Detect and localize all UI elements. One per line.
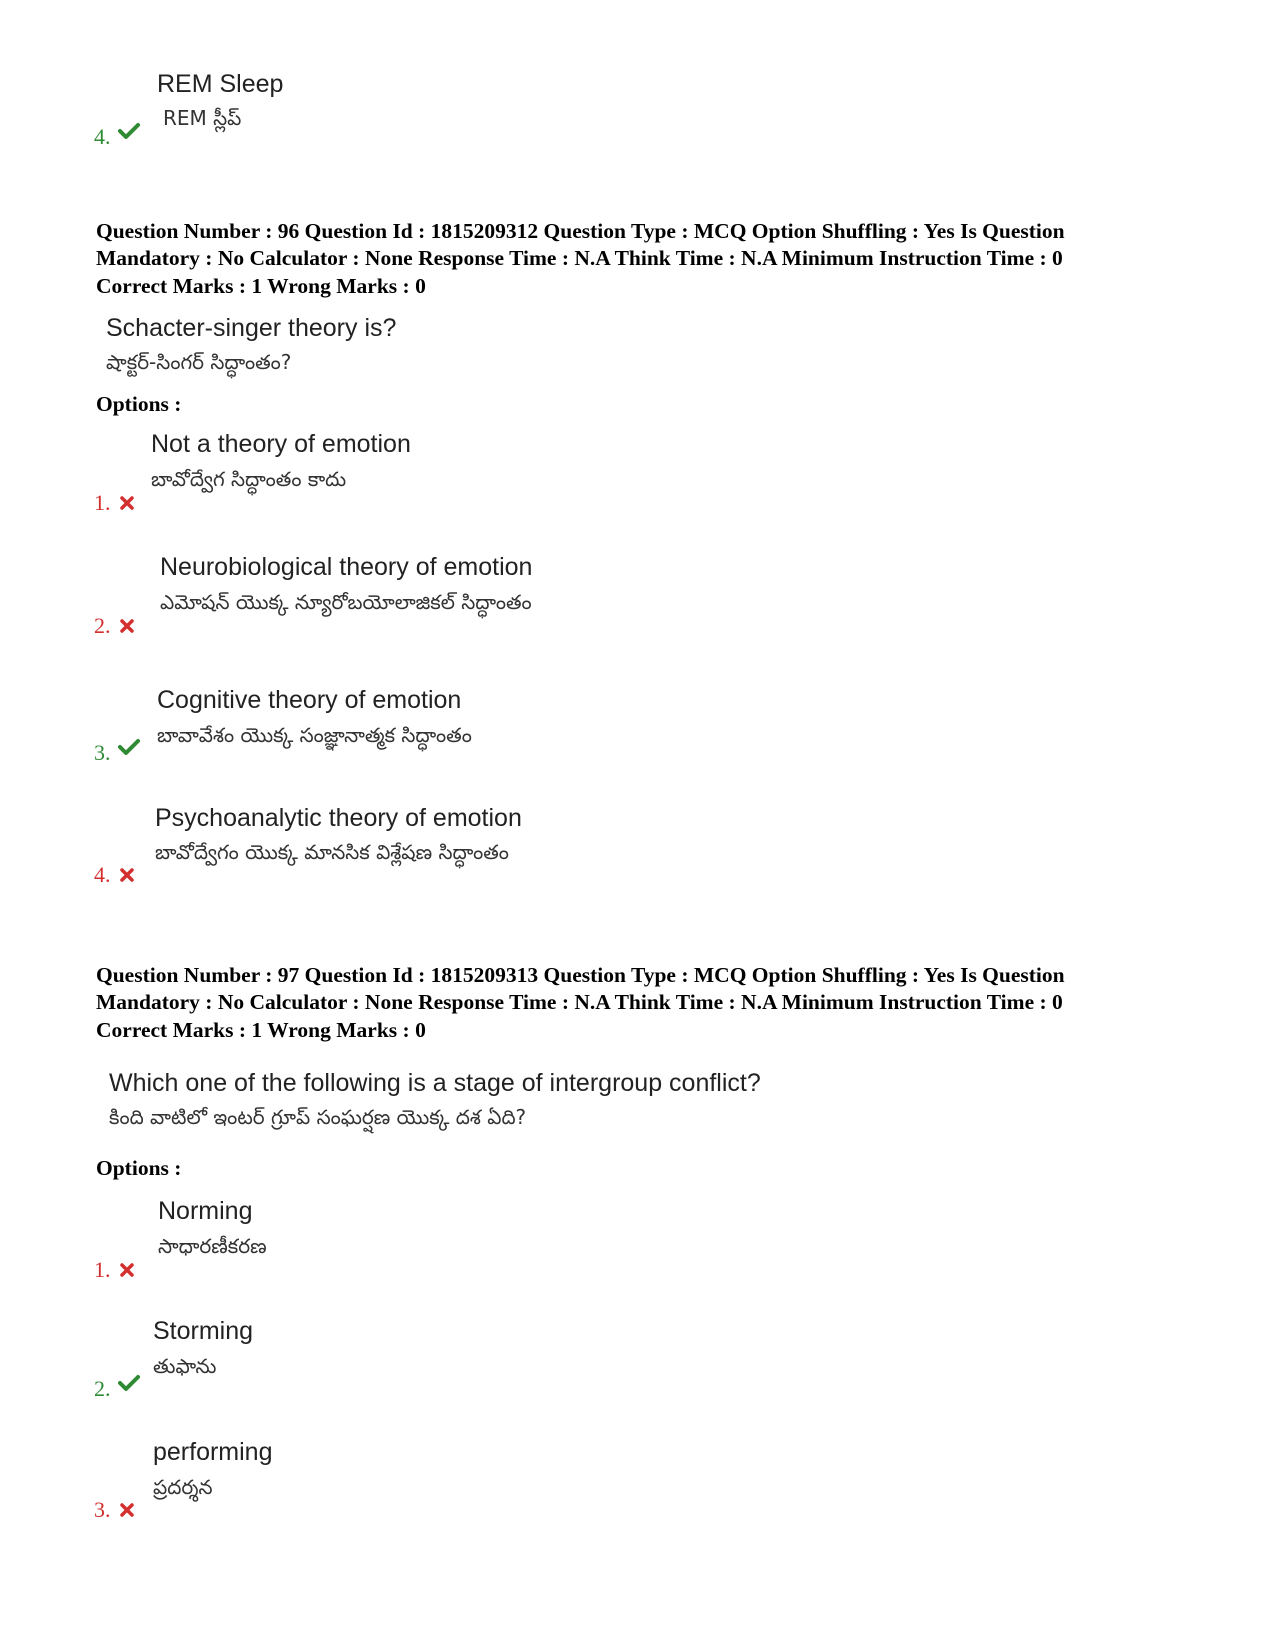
option-telugu-text: సాధారణీకరణ	[158, 1234, 267, 1258]
check-icon	[118, 738, 140, 756]
option-english-text: Norming	[158, 1197, 253, 1225]
option-english-text: Not a theory of emotion	[151, 430, 411, 458]
option-number: 4.	[94, 124, 111, 149]
option-number: 2.	[94, 1376, 111, 1401]
question-text-english: Schacter-singer theory is?	[106, 314, 397, 342]
option-telugu-text: ఎమోషన్ యొక్క న్యూరోబయోలాజికల్ సిద్ధాంతం	[160, 590, 532, 614]
cross-icon	[120, 1503, 134, 1517]
option-english-text: Neurobiological theory of emotion	[160, 553, 533, 581]
cross-icon	[120, 496, 134, 510]
cross-icon	[120, 619, 134, 633]
question-text-telugu: కింది వాటిలో ఇంటర్ గ్రూప్ సంఘర్షణ యొక్క దశ ఏది?	[109, 1105, 527, 1129]
option-telugu-text: తుఫాను	[153, 1354, 217, 1378]
option-number: 2.	[94, 613, 111, 638]
option-english-text: performing	[153, 1438, 273, 1466]
option-number: 3.	[94, 740, 111, 765]
question-meta	[96, 962, 1206, 1016]
question-meta-line: Question Number : 97 Question Id : 1815209313 Question Type : MCQ Option Shuffling : Yes Is Question	[96, 963, 1065, 987]
check-icon	[118, 122, 140, 140]
option-number: 1.	[94, 1257, 111, 1282]
option-english-text: REM Sleep	[157, 70, 284, 98]
option-telugu-text: బావోద్వేగం యొక్క మానసిక విశ్లేషణ సిద్ధాంతం	[155, 840, 509, 864]
option-english-text: Psychoanalytic theory of emotion	[155, 804, 522, 832]
question-marks: Correct Marks : 1 Wrong Marks : 0	[96, 274, 426, 298]
question-meta-line: Mandatory : No Calculator : None Response Time : N.A Think Time : N.A Minimum Instruction Time : 0	[96, 990, 1063, 1014]
option-english-text: Cognitive theory of emotion	[157, 686, 462, 714]
question-meta	[96, 218, 1206, 272]
question-text-english: Which one of the following is a stage of intergroup conflict?	[109, 1069, 761, 1097]
option-english-text: Storming	[153, 1317, 254, 1345]
option-telugu-text: బావావేశం యొక్క సంజ్ఞానాత్మక సిద్ధాంతం	[157, 723, 472, 747]
cross-icon	[120, 1263, 134, 1277]
option-number: 1.	[94, 490, 111, 515]
question-marks: Correct Marks : 1 Wrong Marks : 0	[96, 1018, 426, 1042]
question-meta-line: Mandatory : No Calculator : None Response Time : N.A Think Time : N.A Minimum Instruction Time : 0	[96, 246, 1063, 270]
options-label: Options :	[96, 392, 182, 416]
options-label: Options :	[96, 1156, 182, 1180]
option-number: 3.	[94, 1497, 111, 1522]
cross-icon	[120, 868, 134, 882]
option-number: 4.	[94, 862, 111, 887]
check-icon	[118, 1374, 140, 1392]
question-meta-line: Question Number : 96 Question Id : 1815209312 Question Type : MCQ Option Shuffling : Yes Is Question	[96, 219, 1065, 243]
option-telugu-text: REM స్లీప్	[163, 106, 242, 130]
option-telugu-text: బావోద్వేగ సిద్ధాంతం కాదు	[151, 467, 347, 491]
option-telugu-text: ప్రదర్శన	[153, 1475, 213, 1499]
question-text-telugu: షాక్టర్-సింగర్ సిద్ధాంతం?	[106, 350, 292, 374]
